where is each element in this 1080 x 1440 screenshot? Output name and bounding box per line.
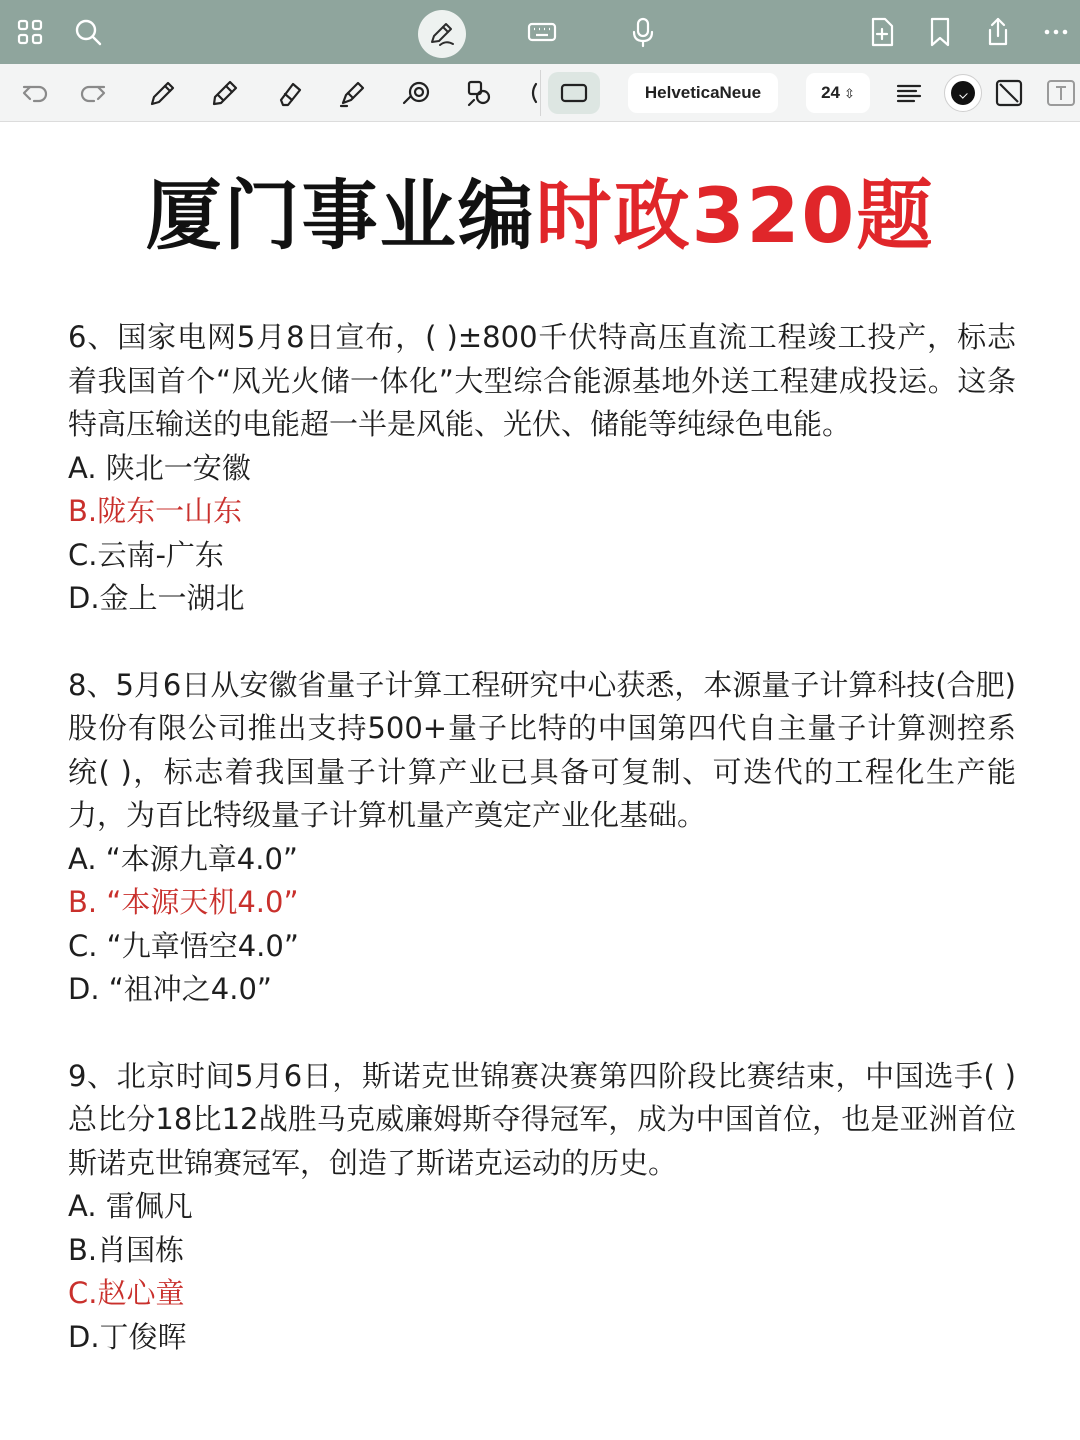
image-tool-icon[interactable] — [522, 76, 540, 110]
add-page-icon[interactable] — [864, 14, 900, 50]
highlighter-tool-icon[interactable] — [336, 76, 370, 110]
keyboard-icon[interactable] — [524, 14, 560, 50]
question-text: 9、北京时间5月6日，斯诺克世锦赛决赛第四阶段比赛结束，中国选手( )总比分18比12战胜马克威廉姆斯夺得冠军，成为中国首位，也是亚洲首位斯诺克世锦赛冠军，创造了斯诺克运动的历史。 — [68, 1058, 1016, 1180]
answer-option-correct: C.赵心童 — [68, 1276, 185, 1310]
grid-view-icon[interactable] — [12, 14, 48, 50]
redo-icon[interactable] — [76, 76, 110, 110]
pen-mode-button[interactable] — [418, 10, 466, 58]
toolbar-divider — [540, 70, 541, 116]
undo-icon[interactable] — [18, 76, 52, 110]
question-text: 6、国家电网5月8日宣布，( )±800千伏特高压直流工程竣工投产，标志着我国首个“风光火储一体化”大型综合能源基地外送工程建成投运。这条特高压输送的电能超一半是风能、光伏、储能等纯绿色电能。 — [68, 320, 1016, 441]
spacer — [68, 621, 1016, 664]
answer-option-correct: B.陇东一山东 — [68, 494, 243, 528]
app-top-bar — [0, 0, 1080, 64]
question-block — [68, 1055, 1016, 1360]
question-block — [68, 316, 1016, 621]
answer-option: B.肖国栋 — [68, 1232, 185, 1267]
page-title — [0, 170, 1080, 262]
title-black-part: 厦门事业编 — [145, 171, 536, 260]
text-align-icon[interactable] — [892, 76, 926, 110]
answer-option: D.丁俊晖 — [68, 1319, 187, 1354]
font-family-label: HelveticaNeue — [644, 83, 762, 102]
answer-option: C.云南-广东 — [68, 537, 224, 572]
search-icon[interactable] — [70, 14, 106, 50]
text-box-tool[interactable] — [548, 72, 600, 114]
font-family-selector[interactable] — [628, 73, 778, 113]
answer-option: A. “本源九章4.0” — [68, 841, 298, 876]
pencil-tool-icon[interactable] — [208, 76, 242, 110]
no-fill-icon[interactable] — [992, 76, 1026, 110]
fountain-pen-tool-icon[interactable] — [146, 76, 180, 110]
ink-color-swatch[interactable] — [944, 74, 982, 112]
answer-option: A. 雷佩凡 — [68, 1189, 193, 1223]
question-text: 8、5月6日从安徽省量子计算工程研究中心获悉，本源量子计算科技(合肥)股份有限公司推出支持500+量子比特的中国第四代自主量子计算测控系统( )，标志着我国量子计算产业已具备可复制、可迭代的工程化生产能力，为百比特级量子计算机量产奠定产业化基础。 — [68, 667, 1016, 832]
pen-icon — [426, 18, 458, 50]
answer-option: D.金上一湖北 — [68, 581, 245, 615]
drawing-toolbar — [0, 64, 1080, 122]
answer-option: D. “祖冲之4.0” — [68, 972, 272, 1006]
text-box-icon — [557, 76, 591, 110]
chevron-up-down-icon: ⇳ — [844, 85, 855, 101]
text-style-icon[interactable] — [1044, 76, 1080, 110]
more-options-icon[interactable] — [1038, 14, 1074, 50]
eraser-tool-icon[interactable] — [272, 76, 306, 110]
spacer — [68, 1012, 1016, 1055]
question-list — [68, 316, 1016, 1359]
microphone-icon[interactable] — [625, 14, 661, 50]
bookmark-icon[interactable] — [922, 14, 958, 50]
answer-option: C. “九章悟空4.0” — [68, 928, 299, 963]
font-size-stepper[interactable] — [806, 73, 870, 113]
answer-option-correct: B. “本源天机4.0” — [68, 885, 299, 919]
lasso-tool-icon[interactable] — [462, 76, 496, 110]
selected-color-check-icon — [951, 81, 975, 105]
font-size-label: 24 — [821, 83, 840, 102]
shape-tool-icon[interactable] — [400, 76, 434, 110]
question-block — [68, 664, 1016, 1012]
title-red-part: 时政320题 — [535, 171, 935, 260]
share-icon[interactable] — [980, 14, 1016, 50]
answer-option: A. 陕北一安徽 — [68, 450, 251, 485]
